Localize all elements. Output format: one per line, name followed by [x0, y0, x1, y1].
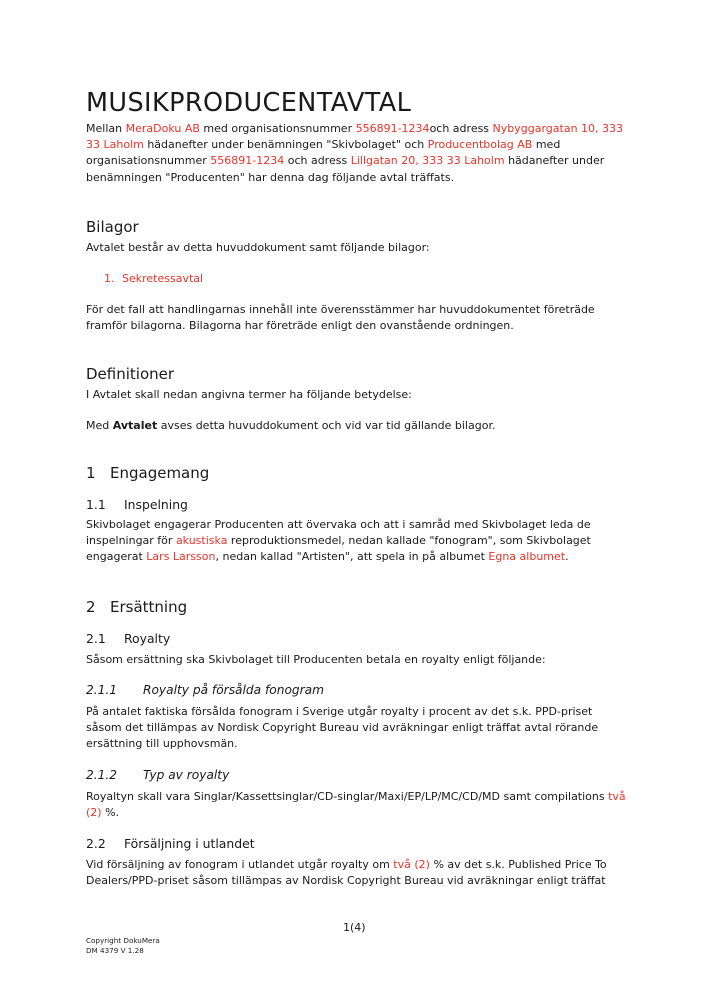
heading-section-2-1-2: [86, 768, 229, 782]
heading-section-1: [86, 464, 209, 482]
section-title: Typ av royalty: [143, 768, 230, 782]
list-item-label: Sekretessavtal: [122, 272, 204, 285]
paragraph-text: Vid försäljning av fonogram i utlandet utgår royalty om: [86, 858, 394, 871]
section-number: 2.1: [86, 631, 106, 646]
heading-section-2-2: [86, 836, 255, 851]
footer: [86, 936, 160, 956]
royalty-text: Såsom ersättning ska Skivbolaget till Producenten betala en royalty enligt följande:: [86, 653, 546, 666]
intro-text: med organisationsnummer: [199, 122, 356, 135]
document-title: MUSIKPRODUCENTAVTAL: [86, 88, 412, 118]
section-number: 2.1.1: [86, 683, 118, 697]
definition-term: Avtalet: [112, 419, 158, 432]
paragraph-text: .: [565, 550, 569, 564]
definition-text: avses detta huvuddokument och vid var tid gällande bilagor.: [157, 419, 496, 432]
paragraph-text: Royaltyn skall vara Singlar/Kassettsinglar/CD-singlar/Maxi/EP/LP/MC/CD/MD samt compilations: [86, 790, 609, 803]
address-field: Nybyggargatan 10, 333 33 Laholm: [86, 122, 624, 152]
definition-avtalet: [86, 418, 626, 434]
medium-field: akustiska: [175, 534, 228, 548]
company-name-field: MeraDoku AB: [125, 122, 200, 135]
foreign-royalty-percent-field: två (2): [393, 858, 430, 871]
heading-section-2: [86, 598, 187, 616]
heading-definitioner: Definitioner: [86, 365, 175, 383]
section-title: Försäljning i utlandet: [124, 836, 255, 851]
bilagor-text: Avtalet består av detta huvuddokument samt följande bilagor:: [86, 241, 430, 254]
intro-text: och adress: [284, 154, 351, 168]
royalty-percent-field: två (2): [86, 790, 626, 820]
paragraph-text: Skivbolaget engagerar Producenten att övervaka och att i samråd med Skivbolaget leda de inspelningar för: [86, 518, 591, 548]
intro-text: hädanefter under benämningen "Skivbolaget" och: [143, 138, 428, 152]
heading-bilagor: Bilagor: [86, 218, 139, 236]
definition-text: Med: [86, 419, 113, 432]
paragraph-text: reproduktionsmedel, nedan kallade "fonogram", som Skivbolaget engagerat: [86, 534, 591, 564]
footer-version: DM 4379 V 1.28: [86, 946, 144, 955]
intro-text: hädanefter under benämningen "Producenten" har denna dag följande avtal träffats.: [86, 154, 605, 184]
intro-paragraph: [86, 121, 626, 186]
royalty-type-paragraph: [86, 789, 626, 821]
inspelning-paragraph: [86, 517, 626, 566]
producer-address-field: Lillgatan 20, 333 33 Laholm: [350, 154, 505, 168]
section-number: 2: [86, 598, 96, 616]
intro-text: Mellan: [86, 122, 126, 135]
paragraph-text: %.: [101, 806, 120, 820]
intro-text: och adress: [429, 122, 493, 135]
section-number: 2.2: [86, 836, 106, 851]
producer-name-field: Producentbolag AB: [427, 138, 533, 152]
royalty-fonogram-text: På antalet faktiska försålda fonogram i Sverige utgår royalty i procent av det s.k. PPD-priset såsom det tillämpas av Nordisk Copyright Bureau vid avräkningar enligt träffat avtal rörande ersättning till upphovsmän.: [86, 705, 599, 751]
section-title: Royalty: [124, 631, 171, 646]
section-title: Inspelning: [124, 497, 188, 512]
paragraph-text: , nedan kallad "Artisten", att spela in på albumet: [215, 550, 489, 564]
footer-copyright: Copyright DokuMera: [86, 936, 160, 945]
paragraph-text: % av det s.k. Published Price To Dealers/PPD-priset såsom tillämpas av Nordisk Copyright Bureau vid avräkningar enligt träffat: [86, 858, 607, 888]
section-title: Ersättning: [110, 598, 188, 616]
intro-text: med organisationsnummer: [86, 138, 561, 168]
section-title: Engagemang: [110, 464, 210, 482]
section-title: Royalty på försålda fonogram: [143, 683, 324, 697]
foreign-sales-paragraph: [86, 857, 626, 889]
list-item: [104, 272, 203, 285]
definitioner-text: I Avtalet skall nedan angivna termer ha följande betydelse:: [86, 388, 412, 401]
page-number: 1(4): [343, 921, 366, 934]
artist-name-field: Lars Larsson: [146, 550, 216, 564]
heading-section-2-1-1: [86, 683, 324, 697]
producer-org-number-field: 556891-1234: [210, 154, 285, 168]
bilagor-precedence-text: För det fall att handlingarnas innehåll inte överensstämmer har huvuddokumentet företräde framför bilagorna. Bilagorna har företräde enligt den ovanstående ordningen.: [86, 303, 595, 333]
org-number-field: 556891-1234: [355, 122, 430, 135]
list-item-number: 1.: [104, 272, 115, 285]
album-name-field: Egna albumet: [488, 550, 566, 564]
section-number: 1: [86, 464, 96, 482]
section-number: 2.1.2: [86, 768, 118, 782]
heading-section-1-1: [86, 497, 188, 512]
heading-section-2-1: [86, 631, 170, 646]
section-number: 1.1: [86, 497, 106, 512]
